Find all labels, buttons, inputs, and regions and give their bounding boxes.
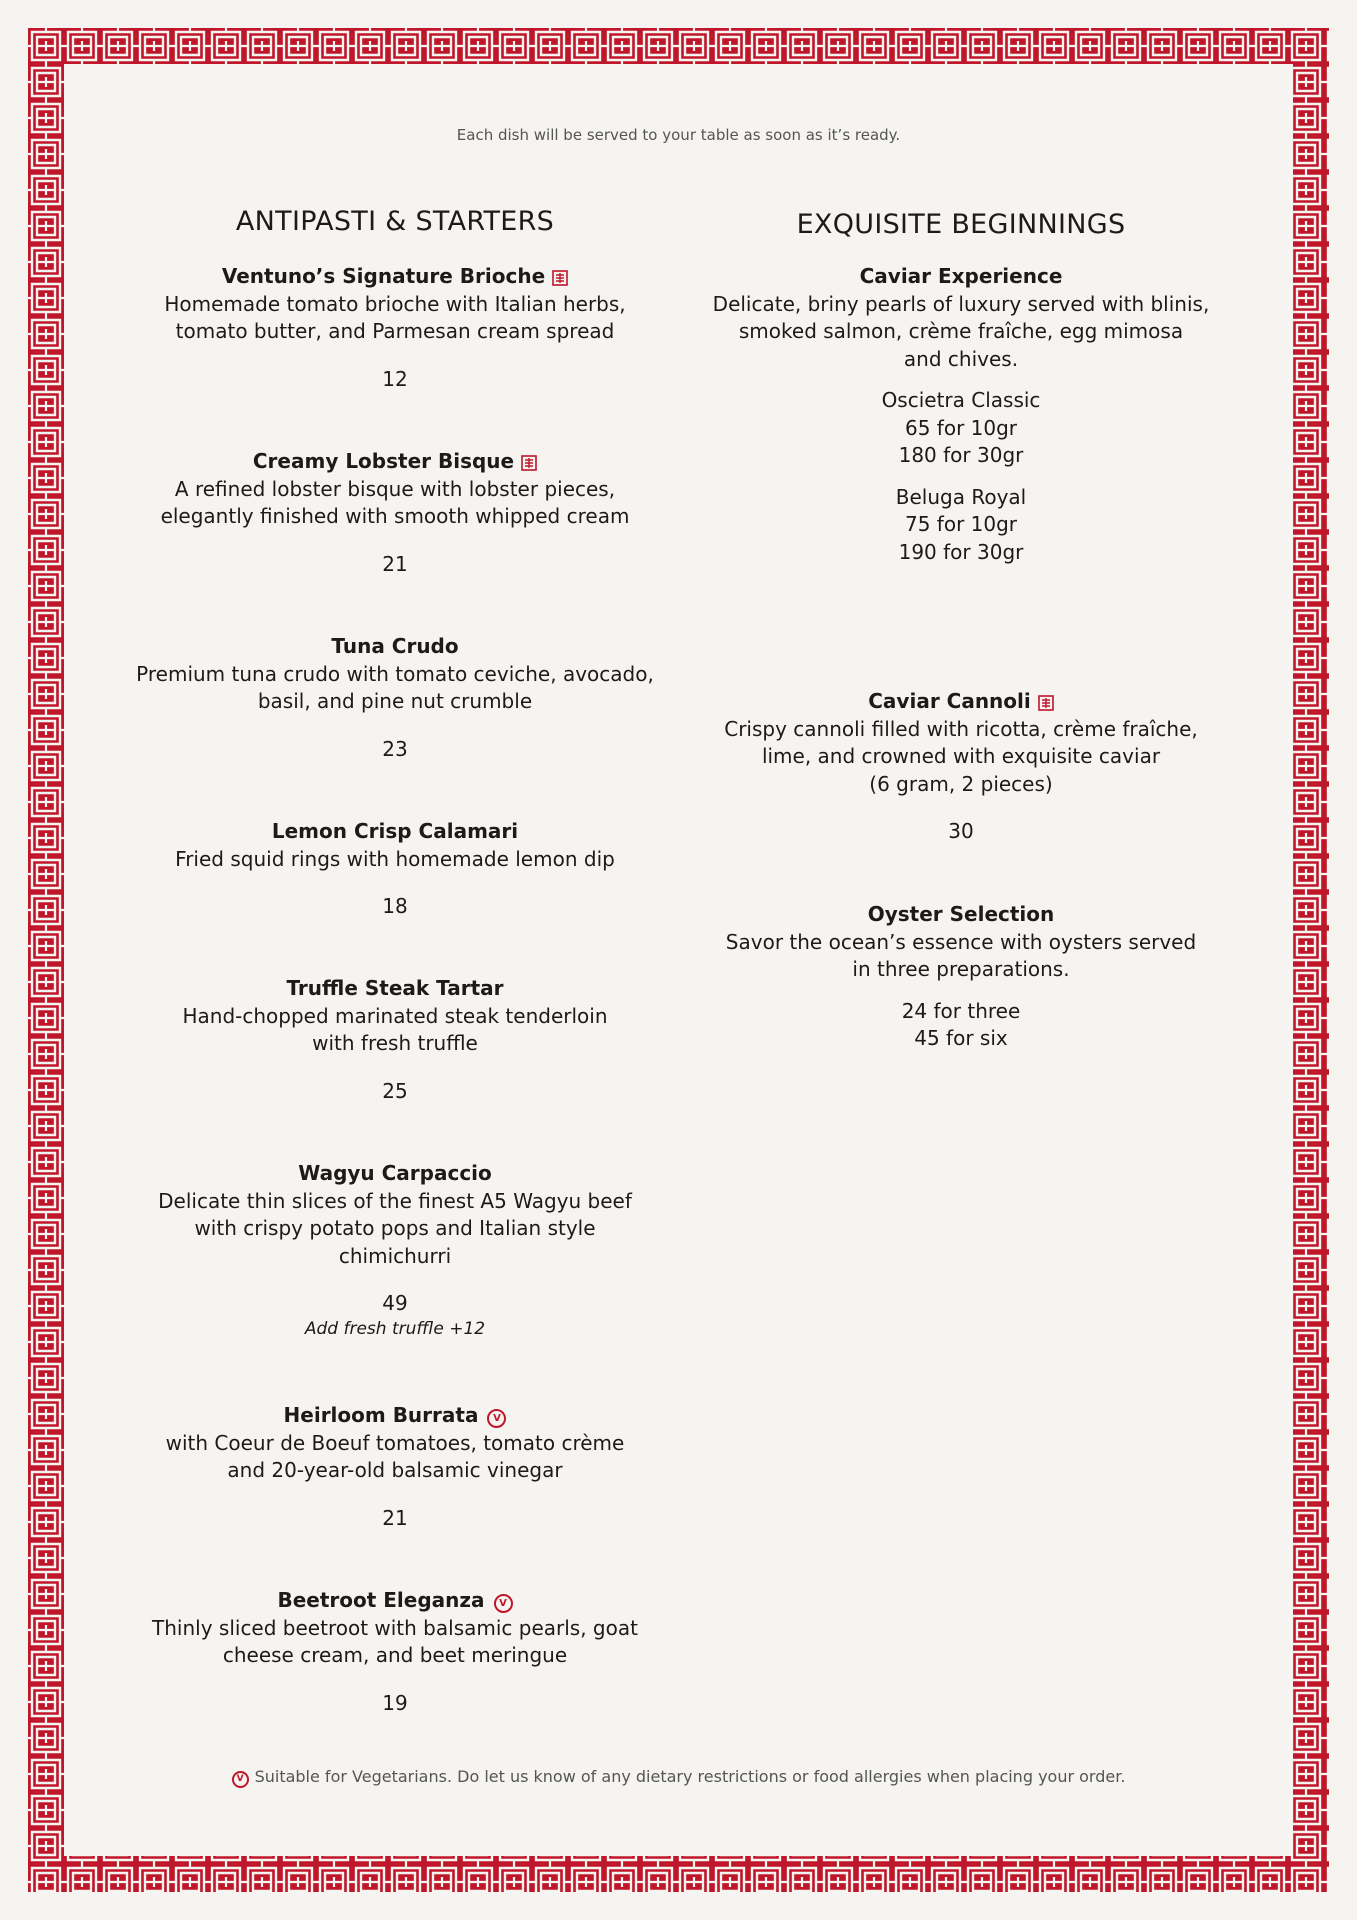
item-addon: Add fresh truffle +12 <box>304 1318 486 1339</box>
vegetarian-icon: V <box>494 1594 513 1613</box>
item-name: Tuna Crudo <box>331 634 459 658</box>
item-price: 23 <box>382 736 408 761</box>
item-price: 12 <box>382 366 408 391</box>
menu-item <box>125 1160 665 1340</box>
vegetarian-icon: V <box>232 1771 249 1788</box>
dietary-footer <box>68 1767 1289 1788</box>
item-name: Truffle Steak Tartar <box>286 976 504 1000</box>
item-description-line: Hand-chopped marinated steak tenderloin <box>182 1003 608 1028</box>
signature-icon <box>521 455 537 471</box>
item-name: Creamy Lobster Bisque <box>252 449 515 473</box>
item-name: Ventuno’s Signature Brioche <box>221 264 546 288</box>
option-price: 180 for 30gr <box>898 443 1024 467</box>
section-title: EXQUISITE BEGINNINGS <box>796 209 1126 240</box>
item-name: Heirloom Burrata <box>283 1403 479 1427</box>
item-price: 21 <box>382 551 408 576</box>
menu-item <box>125 818 665 921</box>
signature-icon <box>552 270 568 286</box>
item-name: Wagyu Carpaccio <box>298 1161 492 1185</box>
item-price: 49 <box>382 1291 408 1315</box>
item-price: 24 for three <box>901 998 1021 1023</box>
item-description-line: in three preparations. <box>852 957 1070 981</box>
option-name: Oscietra Classic <box>881 388 1041 412</box>
menu-item <box>125 448 665 578</box>
item-name: Oyster Selection <box>867 902 1055 926</box>
menu-item <box>125 263 665 393</box>
menu-item <box>706 901 1216 1053</box>
option-price: 65 for 10gr <box>904 415 1018 440</box>
item-description-line: lime, and crowned with exquisite caviar <box>761 744 1161 768</box>
signature-icon <box>1038 695 1054 711</box>
serving-notice: Each dish will be served to your table as soon as it’s ready. <box>456 126 901 144</box>
footer-text: Suitable for Vegetarians. Do let us know of any dietary restrictions or food allergies when placing your order. <box>254 1767 1126 1786</box>
item-description-line: and 20-year-old balsamic vinegar <box>227 1458 563 1482</box>
item-description-line: smoked salmon, crème fraîche, egg mimosa <box>738 319 1184 343</box>
menu-item <box>125 1587 665 1717</box>
menu-item <box>706 688 1216 846</box>
option-price: 75 for 10gr <box>904 512 1018 536</box>
item-price: 45 for six <box>914 1026 1008 1050</box>
item-description-line: Delicate thin slices of the finest A5 Wagyu beef <box>158 1188 632 1213</box>
item-description-line: (6 gram, 2 pieces) <box>869 771 1053 796</box>
section-title: ANTIPASTI & STARTERS <box>235 206 555 237</box>
item-description-line: cheese cream, and beet meringue <box>222 1643 568 1667</box>
item-description-line: with Coeur de Boeuf tomatoes, tomato crème <box>165 1430 625 1455</box>
item-price: 30 <box>948 819 974 843</box>
item-description-line: basil, and pine nut crumble <box>257 689 533 713</box>
item-description-line: Premium tuna crudo with tomato ceviche, avocado, <box>136 661 654 686</box>
item-description-line: elegantly finished with smooth whipped cream <box>160 504 630 528</box>
item-description-line: Crispy cannoli filled with ricotta, crème fraîche, <box>724 716 1198 741</box>
item-description-line: Thinly sliced beetroot with balsamic pearls, goat <box>152 1615 638 1640</box>
menu-item <box>125 633 665 763</box>
item-price: 25 <box>382 1078 408 1103</box>
item-description-line: A refined lobster bisque with lobster pieces, <box>174 476 616 501</box>
item-price: 18 <box>382 894 408 918</box>
vegetarian-icon: V <box>487 1409 506 1428</box>
menu-item <box>125 975 665 1105</box>
item-description-line: Delicate, briny pearls of luxury served with blinis, <box>712 291 1210 316</box>
item-description-line: and chives. <box>903 346 1019 371</box>
item-price: 21 <box>382 1505 408 1530</box>
item-name: Caviar Cannoli <box>868 689 1031 713</box>
item-description-line: with crispy potato pops and Italian style <box>194 1216 596 1240</box>
item-description-line: with fresh truffle <box>312 1031 478 1055</box>
item-description-line: tomato butter, and Parmesan cream spread <box>175 319 615 343</box>
item-name: Caviar Experience <box>859 264 1063 288</box>
option-name: Beluga Royal <box>895 484 1027 509</box>
item-description-line: chimichurri <box>338 1243 452 1268</box>
item-description-line: Fried squid rings with homemade lemon dip <box>175 846 615 871</box>
item-price: 19 <box>382 1690 408 1715</box>
item-name: Lemon Crisp Calamari <box>271 819 519 843</box>
menu-item <box>706 263 1216 566</box>
option-price: 190 for 30gr <box>898 539 1024 564</box>
menu-item <box>125 1402 665 1532</box>
item-description-line: Homemade tomato brioche with Italian herbs, <box>164 291 626 316</box>
item-name: Beetroot Eleganza <box>277 1588 485 1612</box>
item-description-line: Savor the ocean’s essence with oysters served <box>725 929 1197 954</box>
